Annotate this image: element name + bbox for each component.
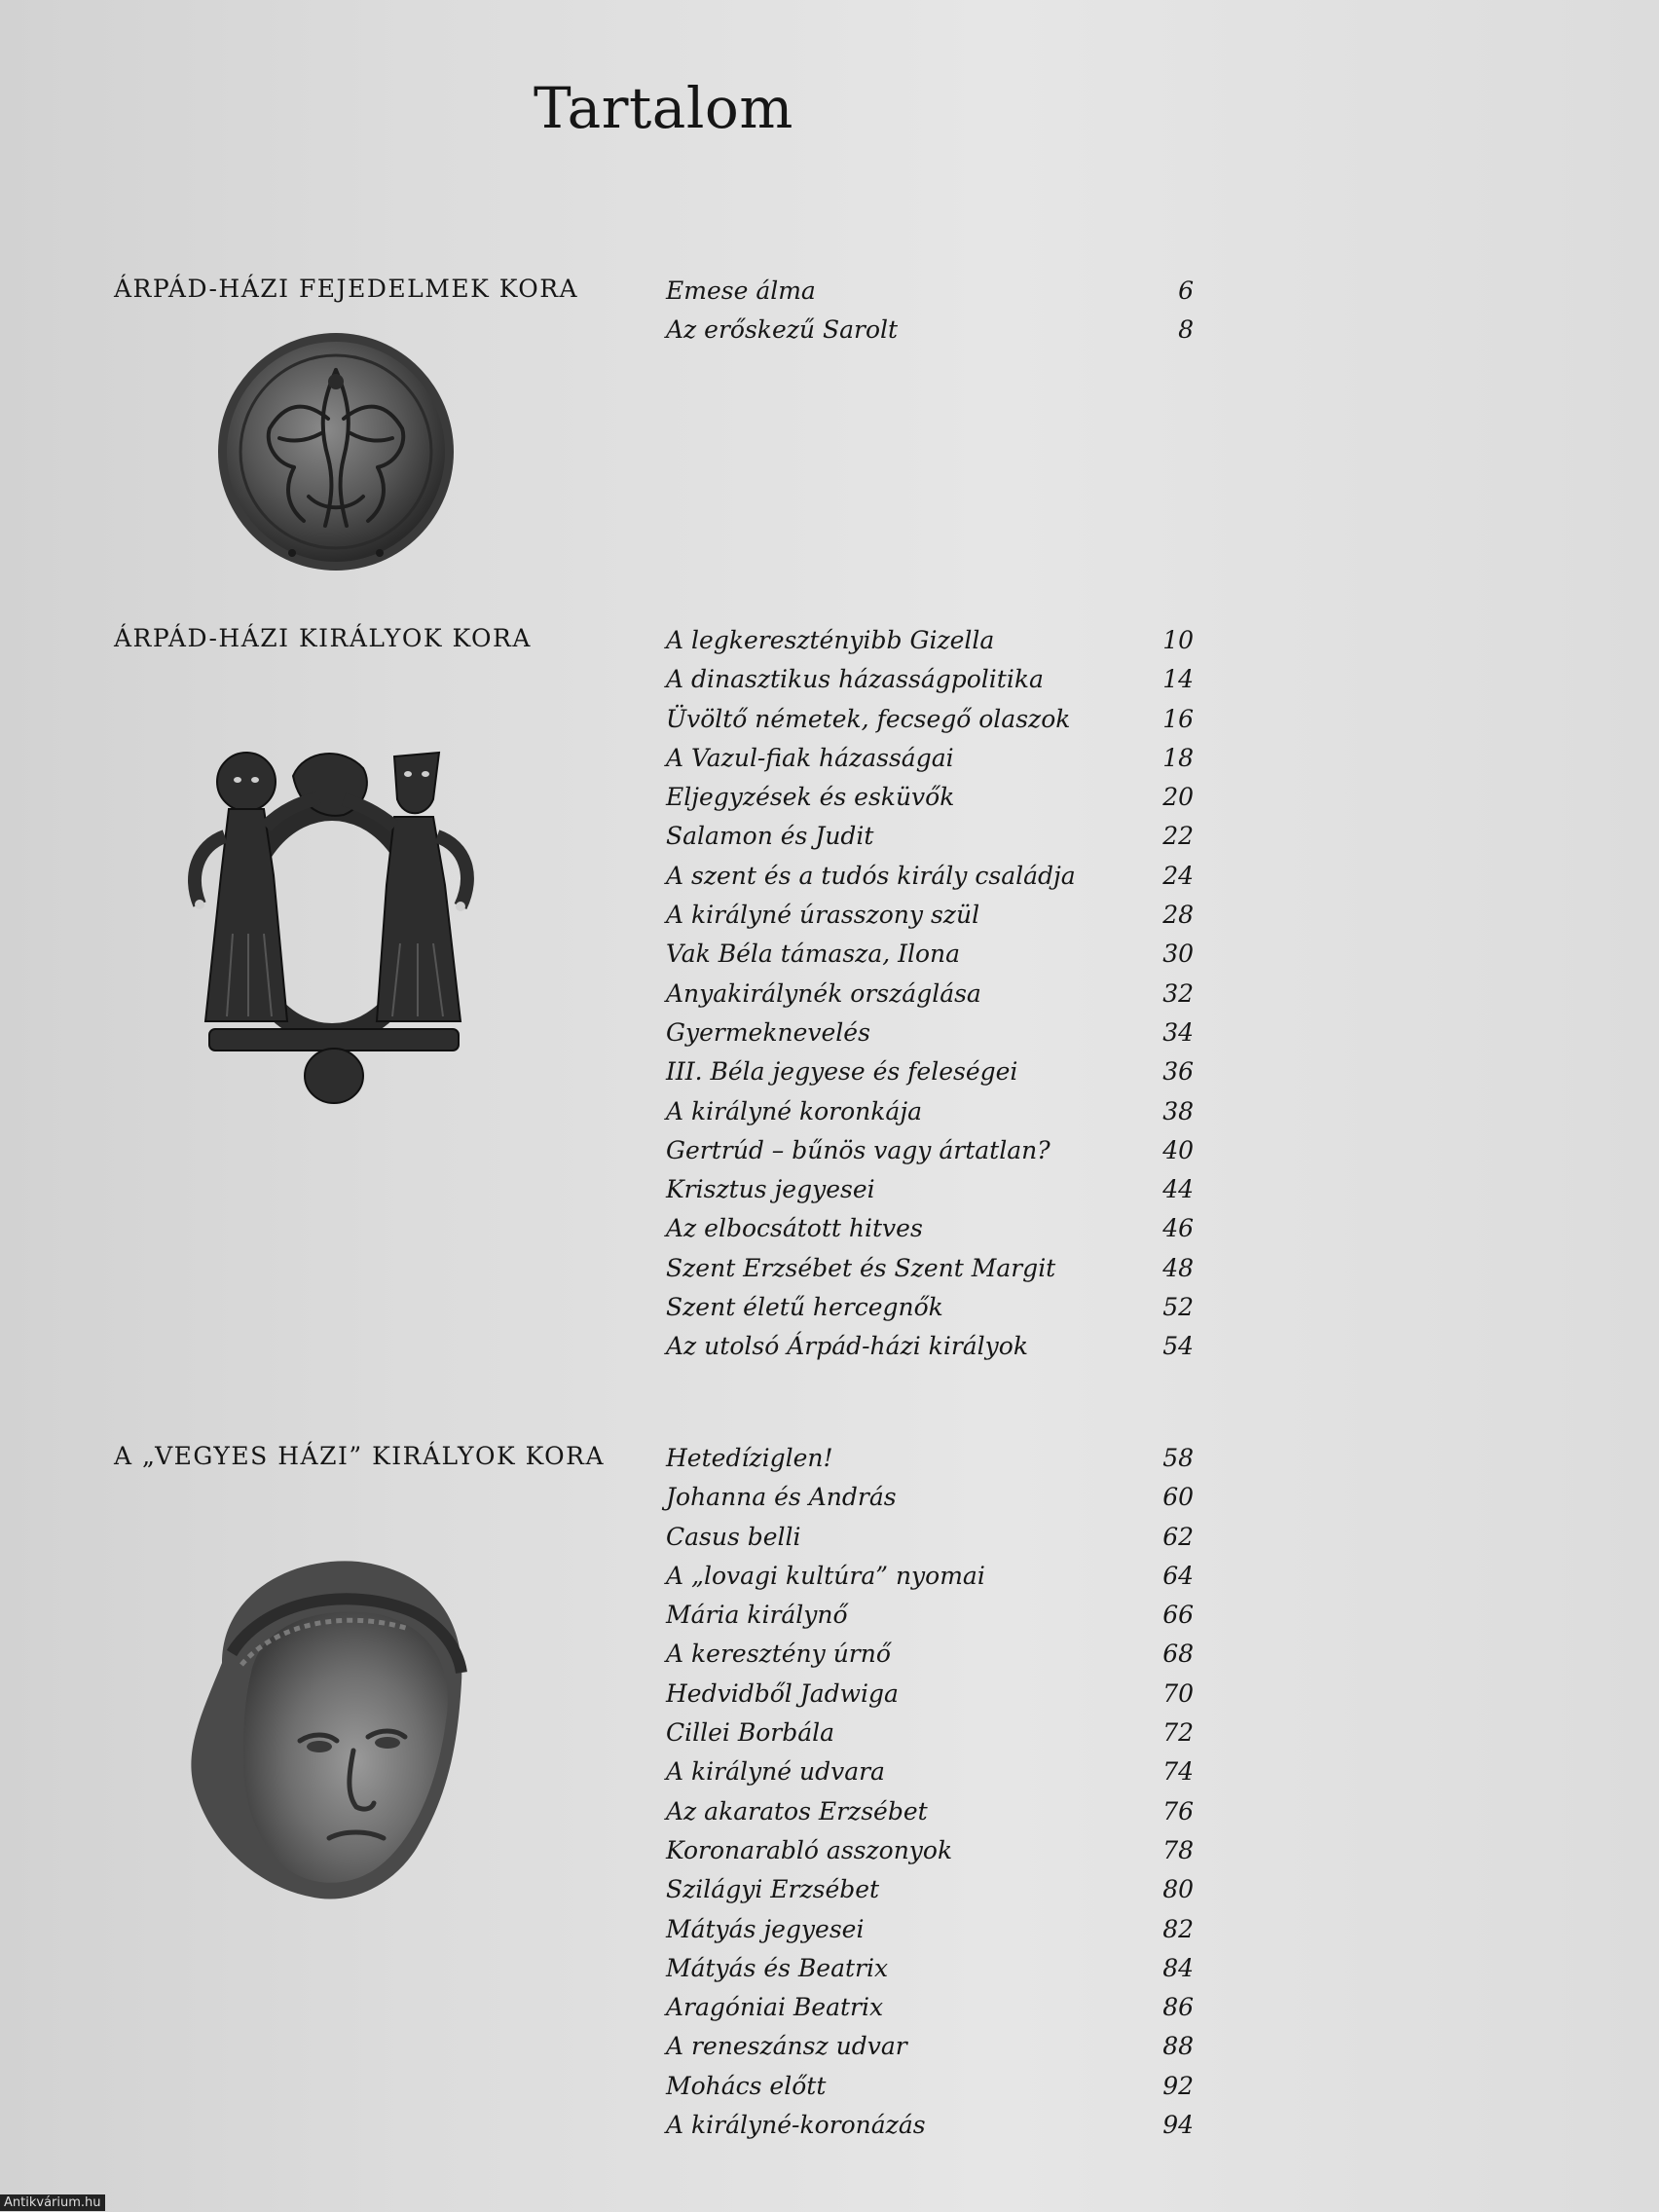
toc-entry-title: Koronarabló asszonyok — [666, 1835, 953, 1864]
toc-entry[interactable] — [666, 1635, 1194, 1674]
toc-entry[interactable] — [666, 1092, 1194, 1131]
toc-list — [666, 272, 1194, 350]
toc-entry[interactable] — [666, 2106, 1194, 2145]
toc-entry[interactable] — [666, 1557, 1194, 1596]
stone-head-illustration — [183, 1556, 467, 1906]
toc-entry-page: 32 — [1162, 978, 1194, 1008]
toc-entry-title: Gertrúd – bűnös vagy ártatlan? — [666, 1135, 1051, 1164]
toc-entry-title: Hedvidből Jadwiga — [666, 1678, 899, 1708]
toc-entry[interactable] — [666, 1052, 1194, 1091]
toc-entry[interactable] — [666, 1170, 1194, 1209]
toc-entry[interactable] — [666, 1831, 1194, 1870]
toc-entry-page: 62 — [1162, 1522, 1194, 1551]
toc-entry-title: III. Béla jegyese és feleségei — [666, 1057, 1018, 1087]
toc-entry-title: Eljegyzések és esküvők — [666, 783, 955, 812]
toc-entry-page: 28 — [1162, 901, 1194, 930]
toc-entry-page: 40 — [1162, 1135, 1194, 1164]
toc-entry[interactable] — [666, 1131, 1194, 1170]
toc-entry-page: 20 — [1162, 783, 1194, 812]
toc-entry-title: Mohács előtt — [666, 2071, 827, 2100]
toc-entry-page: 8 — [1178, 315, 1194, 345]
toc-entry-page: 22 — [1162, 822, 1194, 851]
toc-entry-title: Vak Béla támasza, Ilona — [666, 940, 961, 969]
toc-entry-page: 78 — [1162, 1835, 1194, 1864]
toc-entry-page: 38 — [1162, 1096, 1194, 1125]
toc-entry[interactable] — [666, 778, 1194, 817]
toc-entry[interactable] — [666, 975, 1194, 1014]
toc-entry[interactable] — [666, 700, 1194, 739]
toc-entry[interactable] — [666, 2027, 1194, 2066]
toc-list — [666, 1439, 1194, 2145]
toc-entry[interactable] — [666, 1439, 1194, 1478]
toc-entry[interactable] — [666, 857, 1194, 896]
toc-entry-title: A dinasztikus házasságpolitika — [666, 665, 1044, 694]
toc-entry-page: 68 — [1162, 1640, 1194, 1669]
toc-entry-title: Mária királynő — [666, 1601, 848, 1630]
toc-entry[interactable] — [666, 1988, 1194, 2027]
toc-entry-title: A királyné úrasszony szül — [666, 901, 980, 930]
toc-entry-page: 36 — [1162, 1057, 1194, 1087]
toc-entry[interactable] — [666, 1288, 1194, 1327]
toc-entry-title: Szent életű hercegnők — [666, 1293, 943, 1322]
toc-entry-title: Az erőskezű Sarolt — [666, 315, 899, 345]
toc-entry-page: 74 — [1162, 1757, 1194, 1787]
toc-entry-page: 82 — [1162, 1914, 1194, 1943]
toc-entry[interactable] — [666, 1752, 1194, 1791]
toc-entry[interactable] — [666, 2067, 1194, 2106]
watermark: Antikvárium.hu — [0, 2194, 105, 2211]
toc-entry-page: 44 — [1162, 1175, 1194, 1204]
toc-entry-page: 6 — [1178, 276, 1194, 305]
toc-entry-title: Salamon és Judit — [666, 822, 874, 851]
toc-entry-page: 14 — [1162, 665, 1194, 694]
toc-entry-page: 88 — [1162, 2032, 1194, 2061]
toc-entry-title: Az utolsó Árpád-házi királyok — [666, 1332, 1028, 1361]
toc-entry[interactable] — [666, 1949, 1194, 1988]
toc-entry[interactable] — [666, 1675, 1194, 1714]
toc-entry[interactable] — [666, 1327, 1194, 1366]
toc-entry[interactable] — [666, 1714, 1194, 1752]
toc-entry[interactable] — [666, 817, 1194, 856]
toc-entry[interactable] — [666, 935, 1194, 974]
toc-entry[interactable] — [666, 1518, 1194, 1557]
toc-entry-page: 46 — [1162, 1214, 1194, 1243]
toc-entry-page: 10 — [1162, 626, 1194, 654]
toc-entry-title: Hetedíziglen! — [666, 1444, 833, 1472]
toc-entry-title: A királyné-koronázás — [666, 2111, 926, 2140]
toc-list — [666, 621, 1194, 1367]
toc-entry-title: A királyné koronkája — [666, 1096, 922, 1125]
toc-entry-page: 58 — [1162, 1444, 1194, 1472]
toc-entry[interactable] — [666, 1870, 1194, 1909]
page-title: Tartalom — [534, 74, 793, 141]
toc-entry-page: 16 — [1162, 704, 1194, 733]
toc-entry-page: 34 — [1162, 1017, 1194, 1047]
toc-entry[interactable] — [666, 739, 1194, 778]
toc-entry-page: 86 — [1162, 1993, 1194, 2022]
toc-entry-page: 76 — [1162, 1796, 1194, 1825]
toc-entry-title: Cillei Borbála — [666, 1718, 835, 1748]
toc-entry-page: 80 — [1162, 1875, 1194, 1904]
toc-entry-title: Az elbocsátott hitves — [666, 1214, 923, 1243]
toc-entry[interactable] — [666, 621, 1194, 660]
toc-entry-title: Johanna és András — [666, 1483, 897, 1512]
toc-entry-page: 18 — [1162, 743, 1194, 772]
toc-entry-page: 48 — [1162, 1253, 1194, 1282]
toc-entry-title: Anyakirálynék országlása — [666, 978, 981, 1008]
toc-entry-title: A reneszánsz udvar — [666, 2032, 907, 2061]
toc-entry[interactable] — [666, 272, 1194, 311]
toc-entry[interactable] — [666, 896, 1194, 935]
toc-entry-page: 92 — [1162, 2071, 1194, 2100]
toc-entry-title: Krisztus jegyesei — [666, 1175, 875, 1204]
section-heading: ÁRPÁD-HÁZI KIRÁLYOK KORA — [114, 624, 532, 652]
toc-entry[interactable] — [666, 1209, 1194, 1248]
toc-entry-title: Az akaratos Erzsébet — [666, 1796, 928, 1825]
toc-entry[interactable] — [666, 311, 1194, 350]
section-heading: ÁRPÁD-HÁZI FEJEDELMEK KORA — [114, 275, 579, 303]
toc-entry-title: Aragóniai Beatrix — [666, 1993, 884, 2022]
toc-entry-title: Üvöltő németek, fecsegő olaszok — [666, 704, 1071, 733]
toc-entry-title: A keresztény úrnő — [666, 1640, 891, 1669]
toc-entry-title: Mátyás jegyesei — [666, 1914, 865, 1943]
toc-entry-page: 66 — [1162, 1601, 1194, 1630]
toc-entry-page: 60 — [1162, 1483, 1194, 1512]
toc-entry-title: Mátyás és Beatrix — [666, 1953, 889, 1982]
toc-entry[interactable] — [666, 1596, 1194, 1635]
toc-entry-title: A legkeresztényibb Gizella — [666, 626, 995, 654]
toc-entry-page: 52 — [1162, 1293, 1194, 1322]
toc-entry-title: A Vazul-fiak házasságai — [666, 743, 954, 772]
toc-entry-page: 30 — [1162, 940, 1194, 969]
toc-entry-page: 24 — [1162, 861, 1194, 890]
toc-entry-title: A szent és a tudós király családja — [666, 861, 1076, 890]
round-plate-illustration — [216, 331, 456, 574]
toc-entry-title: Szilágyi Erzsébet — [666, 1875, 880, 1904]
toc-entry-title: Casus belli — [666, 1522, 801, 1551]
toc-entry-title: Emese álma — [666, 276, 816, 305]
toc-entry[interactable] — [666, 1792, 1194, 1831]
toc-entry-title: Gyermeknevelés — [666, 1017, 870, 1047]
toc-entry-title: Szent Erzsébet és Szent Margit — [666, 1253, 1056, 1282]
section-heading: A „VEGYES HÁZI” KIRÁLYOK KORA — [114, 1442, 606, 1470]
toc-entry[interactable] — [666, 1478, 1194, 1517]
toc-entry[interactable] — [666, 1910, 1194, 1949]
toc-entry-page: 70 — [1162, 1678, 1194, 1708]
toc-entry-page: 54 — [1162, 1332, 1194, 1361]
toc-entry-page: 94 — [1162, 2111, 1194, 2140]
toc-entry[interactable] — [666, 1249, 1194, 1288]
figural-ring-illustration — [178, 739, 490, 1105]
toc-entry-page: 84 — [1162, 1953, 1194, 1982]
toc-entry[interactable] — [666, 1014, 1194, 1052]
toc-entry-page: 64 — [1162, 1561, 1194, 1590]
toc-entry[interactable] — [666, 660, 1194, 699]
toc-entry-title: A királyné udvara — [666, 1757, 885, 1787]
toc-entry-title: A „lovagi kultúra” nyomai — [666, 1561, 985, 1590]
toc-entry-page: 72 — [1162, 1718, 1194, 1748]
